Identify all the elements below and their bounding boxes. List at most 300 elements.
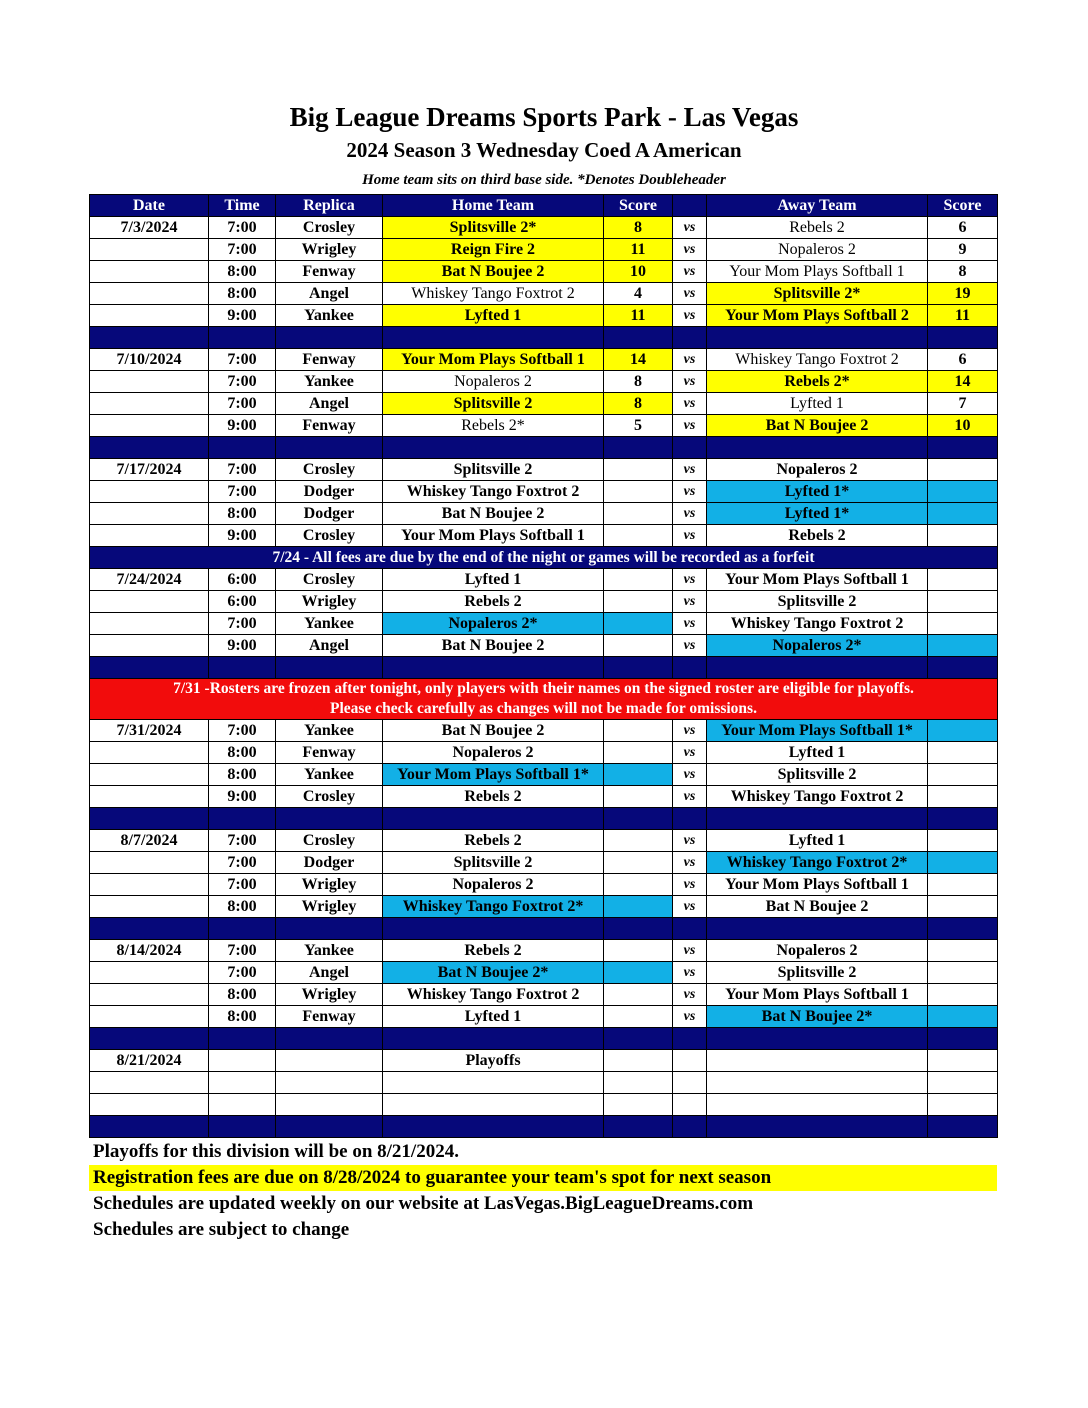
home-score — [604, 830, 673, 852]
vs-label: vs — [673, 591, 707, 613]
game-time: 9:00 — [209, 525, 276, 547]
game-date — [90, 503, 209, 525]
separator-cell — [90, 327, 209, 349]
game-time: 8:00 — [209, 503, 276, 525]
separator-row — [90, 437, 998, 459]
home-team: Whiskey Tango Foxtrot 2 — [383, 984, 604, 1006]
separator-cell — [90, 1028, 209, 1050]
away-score — [928, 764, 998, 786]
away-team: Bat N Boujee 2 — [707, 896, 928, 918]
away-team: Nopaleros 2 — [707, 459, 928, 481]
away-score — [928, 896, 998, 918]
separator-cell — [276, 437, 383, 459]
game-date — [90, 393, 209, 415]
home-score — [604, 852, 673, 874]
game-row — [90, 349, 998, 371]
away-score — [928, 742, 998, 764]
game-time: 7:00 — [209, 720, 276, 742]
away-score — [928, 525, 998, 547]
fees-notice: 7/24 - All fees are due by the end of the night or games will be recorded as a forfeit — [90, 547, 998, 569]
game-time: 7:00 — [209, 459, 276, 481]
game-row — [90, 305, 998, 327]
game-replica-field: Angel — [276, 393, 383, 415]
away-team: Your Mom Plays Softball 1* — [707, 720, 928, 742]
separator-cell — [383, 1028, 604, 1050]
separator-cell — [383, 657, 604, 679]
separator-row — [90, 1116, 998, 1138]
separator-cell — [928, 437, 998, 459]
game-row — [90, 217, 998, 239]
away-team: Lyfted 1 — [707, 830, 928, 852]
separator-cell — [276, 327, 383, 349]
separator-row — [90, 657, 998, 679]
home-score — [604, 896, 673, 918]
game-replica-field: Yankee — [276, 720, 383, 742]
game-time: 7:00 — [209, 852, 276, 874]
game-date — [90, 1006, 209, 1028]
home-score: 14 — [604, 349, 673, 371]
home-score: 5 — [604, 415, 673, 437]
game-time: 9:00 — [209, 415, 276, 437]
separator-cell — [383, 1116, 604, 1138]
vs-label: vs — [673, 786, 707, 808]
game-time: 7:00 — [209, 371, 276, 393]
separator-cell — [383, 437, 604, 459]
away-score: 6 — [928, 217, 998, 239]
game-time: 7:00 — [209, 393, 276, 415]
away-team: Bat N Boujee 2* — [707, 1006, 928, 1028]
vs-label: vs — [673, 984, 707, 1006]
home-team: Nopaleros 2* — [383, 613, 604, 635]
separator-cell — [604, 327, 673, 349]
vs-label: vs — [673, 830, 707, 852]
vs-label: vs — [673, 525, 707, 547]
separator-cell — [673, 437, 707, 459]
empty-cell — [707, 1072, 928, 1094]
game-time: 8:00 — [209, 1006, 276, 1028]
empty-row — [90, 1072, 998, 1094]
game-row — [90, 830, 998, 852]
home-team: Your Mom Plays Softball 1* — [383, 764, 604, 786]
away-score — [928, 786, 998, 808]
vs-label: vs — [673, 503, 707, 525]
away-team: Your Mom Plays Softball 1 — [707, 984, 928, 1006]
away-score — [928, 503, 998, 525]
away-score: 19 — [928, 283, 998, 305]
vs-label: vs — [673, 239, 707, 261]
separator-cell — [209, 657, 276, 679]
home-team: Rebels 2 — [383, 786, 604, 808]
game-row — [90, 874, 998, 896]
away-score: 14 — [928, 371, 998, 393]
game-date: 7/31/2024 — [90, 720, 209, 742]
game-date — [90, 962, 209, 984]
separator-cell — [209, 437, 276, 459]
away-score: 6 — [928, 349, 998, 371]
home-score: 10 — [604, 261, 673, 283]
game-time: 8:00 — [209, 896, 276, 918]
away-score: 8 — [928, 261, 998, 283]
home-team: Bat N Boujee 2 — [383, 720, 604, 742]
separator-cell — [673, 918, 707, 940]
game-replica-field: Dodger — [276, 481, 383, 503]
home-score — [604, 591, 673, 613]
game-date — [90, 852, 209, 874]
away-score: 10 — [928, 415, 998, 437]
home-score — [604, 962, 673, 984]
away-team: Rebels 2* — [707, 371, 928, 393]
game-row — [90, 415, 998, 437]
home-team: Whiskey Tango Foxtrot 2 — [383, 481, 604, 503]
home-team: Nopaleros 2 — [383, 371, 604, 393]
game-replica-field: Crosley — [276, 786, 383, 808]
home-team: Rebels 2 — [383, 940, 604, 962]
game-row — [90, 261, 998, 283]
home-team: Splitsville 2 — [383, 459, 604, 481]
vs-label: vs — [673, 940, 707, 962]
home-team: Your Mom Plays Softball 1 — [383, 349, 604, 371]
game-date — [90, 786, 209, 808]
schedule-table — [89, 194, 998, 1138]
home-team: Bat N Boujee 2* — [383, 962, 604, 984]
separator-cell — [707, 327, 928, 349]
separator-cell — [209, 918, 276, 940]
game-row — [90, 1050, 998, 1072]
home-score — [604, 635, 673, 657]
game-date — [90, 415, 209, 437]
game-replica-field: Wrigley — [276, 896, 383, 918]
game-date: 7/3/2024 — [90, 217, 209, 239]
away-score — [928, 874, 998, 896]
game-date: 7/24/2024 — [90, 569, 209, 591]
home-team: Your Mom Plays Softball 1 — [383, 525, 604, 547]
separator-cell — [383, 808, 604, 830]
home-score: 8 — [604, 371, 673, 393]
game-replica-field: Angel — [276, 635, 383, 657]
separator-cell — [707, 1116, 928, 1138]
away-team: Whiskey Tango Foxtrot 2 — [707, 349, 928, 371]
separator-cell — [209, 1028, 276, 1050]
game-replica-field: Wrigley — [276, 591, 383, 613]
separator-cell — [604, 657, 673, 679]
game-date — [90, 305, 209, 327]
home-score — [604, 459, 673, 481]
game-time: 8:00 — [209, 742, 276, 764]
empty-cell — [276, 1094, 383, 1116]
header-home-team: Home Team — [383, 195, 604, 217]
game-time: 7:00 — [209, 613, 276, 635]
away-team: Splitsville 2 — [707, 764, 928, 786]
game-row — [90, 720, 998, 742]
separator-cell — [383, 327, 604, 349]
game-time: 9:00 — [209, 635, 276, 657]
away-team: Rebels 2 — [707, 217, 928, 239]
home-score — [604, 503, 673, 525]
away-team: Splitsville 2 — [707, 962, 928, 984]
game-row — [90, 481, 998, 503]
vs-label: vs — [673, 261, 707, 283]
separator-cell — [604, 1028, 673, 1050]
away-score — [928, 635, 998, 657]
separator-cell — [928, 1028, 998, 1050]
away-score: 9 — [928, 239, 998, 261]
vs-label: vs — [673, 613, 707, 635]
away-team: Lyfted 1 — [707, 742, 928, 764]
game-row — [90, 503, 998, 525]
home-team: Lyfted 1 — [383, 569, 604, 591]
separator-cell — [673, 657, 707, 679]
vs-label: vs — [673, 764, 707, 786]
game-time: 7:00 — [209, 830, 276, 852]
away-score — [928, 984, 998, 1006]
game-time: 7:00 — [209, 481, 276, 503]
empty-cell — [90, 1072, 209, 1094]
fees-notice-row — [90, 547, 998, 569]
home-score — [604, 1006, 673, 1028]
away-score: 7 — [928, 393, 998, 415]
home-score — [604, 569, 673, 591]
game-row — [90, 896, 998, 918]
separator-cell — [90, 1116, 209, 1138]
page-title: Big League Dreams Sports Park - Las Vegas — [289, 102, 799, 132]
game-time: 7:00 — [209, 962, 276, 984]
game-time: 7:00 — [209, 349, 276, 371]
home-team: Bat N Boujee 2 — [383, 635, 604, 657]
vs-label: vs — [673, 569, 707, 591]
empty-cell — [209, 1094, 276, 1116]
game-time: 7:00 — [209, 874, 276, 896]
game-row — [90, 525, 998, 547]
game-row — [90, 239, 998, 261]
game-row — [90, 371, 998, 393]
game-row — [90, 742, 998, 764]
empty-cell — [673, 1094, 707, 1116]
vs-label: vs — [673, 217, 707, 239]
away-score — [928, 591, 998, 613]
game-row — [90, 283, 998, 305]
separator-cell — [90, 437, 209, 459]
header-time: Time — [209, 195, 276, 217]
game-row — [90, 613, 998, 635]
game-row — [90, 786, 998, 808]
separator-cell — [383, 918, 604, 940]
separator-cell — [707, 657, 928, 679]
separator-cell — [276, 808, 383, 830]
game-replica-field: Dodger — [276, 852, 383, 874]
empty-cell — [276, 1072, 383, 1094]
away-team: Bat N Boujee 2 — [707, 415, 928, 437]
separator-cell — [604, 437, 673, 459]
game-replica-field: Crosley — [276, 217, 383, 239]
empty-cell — [209, 1072, 276, 1094]
home-team: Bat N Boujee 2 — [383, 503, 604, 525]
footer-notes — [89, 1139, 997, 1243]
home-score — [604, 720, 673, 742]
home-score: 8 — [604, 217, 673, 239]
vs-label: vs — [673, 896, 707, 918]
home-team: Playoffs — [383, 1050, 604, 1072]
home-score — [604, 481, 673, 503]
vs-label: vs — [673, 720, 707, 742]
home-score — [604, 984, 673, 1006]
separator-cell — [90, 918, 209, 940]
game-date — [90, 591, 209, 613]
game-replica-field: Angel — [276, 962, 383, 984]
home-score — [604, 940, 673, 962]
home-team: Lyfted 1 — [383, 1006, 604, 1028]
away-score — [928, 830, 998, 852]
home-team: Splitsville 2* — [383, 217, 604, 239]
separator-cell — [276, 657, 383, 679]
game-replica-field: Yankee — [276, 371, 383, 393]
game-replica-field: Fenway — [276, 349, 383, 371]
game-date: 7/10/2024 — [90, 349, 209, 371]
separator-cell — [928, 327, 998, 349]
separator-row — [90, 327, 998, 349]
separator-cell — [209, 808, 276, 830]
header-away-score: Score — [928, 195, 998, 217]
vs-label: vs — [673, 1006, 707, 1028]
game-replica-field: Wrigley — [276, 874, 383, 896]
away-team: Your Mom Plays Softball 1 — [707, 569, 928, 591]
game-replica-field: Yankee — [276, 305, 383, 327]
away-score — [928, 459, 998, 481]
game-replica-field: Angel — [276, 283, 383, 305]
game-row — [90, 1006, 998, 1028]
separator-cell — [707, 808, 928, 830]
game-row — [90, 962, 998, 984]
game-row — [90, 569, 998, 591]
game-replica-field: Crosley — [276, 569, 383, 591]
away-score — [928, 720, 998, 742]
game-time: 7:00 — [209, 239, 276, 261]
empty-cell — [928, 1072, 998, 1094]
home-score: 11 — [604, 239, 673, 261]
game-replica-field: Crosley — [276, 525, 383, 547]
vs-label: vs — [673, 852, 707, 874]
vs-label: vs — [673, 481, 707, 503]
away-team: Nopaleros 2 — [707, 239, 928, 261]
separator-cell — [928, 1116, 998, 1138]
game-date — [90, 613, 209, 635]
footer-line-playoffs: Playoffs for this division will be on 8/21/2024. — [93, 1141, 459, 1162]
game-date — [90, 283, 209, 305]
game-replica-field: Fenway — [276, 261, 383, 283]
home-score — [604, 525, 673, 547]
game-date — [90, 896, 209, 918]
game-date — [90, 742, 209, 764]
separator-cell — [673, 808, 707, 830]
vs-label: vs — [673, 742, 707, 764]
home-team: Rebels 2* — [383, 415, 604, 437]
away-team: Lyfted 1* — [707, 503, 928, 525]
away-score — [928, 1006, 998, 1028]
away-team: Whiskey Tango Foxtrot 2 — [707, 613, 928, 635]
away-score — [928, 481, 998, 503]
vs-label: vs — [673, 349, 707, 371]
vs-label: vs — [673, 635, 707, 657]
home-team: Rebels 2 — [383, 830, 604, 852]
separator-cell — [276, 1116, 383, 1138]
game-row — [90, 393, 998, 415]
home-team: Whiskey Tango Foxtrot 2* — [383, 896, 604, 918]
empty-row — [90, 1094, 998, 1116]
game-replica-field: Crosley — [276, 459, 383, 481]
home-score: 4 — [604, 283, 673, 305]
game-time: 9:00 — [209, 305, 276, 327]
game-replica-field: Fenway — [276, 1006, 383, 1028]
vs-label: vs — [673, 459, 707, 481]
away-team: Lyfted 1* — [707, 481, 928, 503]
separator-cell — [673, 1116, 707, 1138]
game-row — [90, 852, 998, 874]
away-team: Nopaleros 2* — [707, 635, 928, 657]
header-vs — [673, 195, 707, 217]
away-score — [928, 1050, 998, 1072]
vs-label — [673, 1050, 707, 1072]
vs-label: vs — [673, 305, 707, 327]
game-time: 8:00 — [209, 261, 276, 283]
home-score — [604, 786, 673, 808]
away-team — [707, 1050, 928, 1072]
separator-row — [90, 918, 998, 940]
away-team: Your Mom Plays Softball 1 — [707, 261, 928, 283]
game-row — [90, 459, 998, 481]
game-date: 8/7/2024 — [90, 830, 209, 852]
separator-cell — [604, 1116, 673, 1138]
separator-row — [90, 808, 998, 830]
game-date — [90, 874, 209, 896]
page-subtitle: 2024 Season 3 Wednesday Coed A American — [346, 138, 742, 162]
game-date — [90, 984, 209, 1006]
game-replica-field: Yankee — [276, 613, 383, 635]
separator-cell — [673, 327, 707, 349]
separator-cell — [928, 918, 998, 940]
game-row — [90, 635, 998, 657]
game-time: 8:00 — [209, 283, 276, 305]
roster-alert-row — [90, 679, 998, 720]
game-replica-field: Wrigley — [276, 984, 383, 1006]
separator-cell — [604, 918, 673, 940]
game-time: 7:00 — [209, 217, 276, 239]
home-score: 11 — [604, 305, 673, 327]
roster-alert-line-2: Please check carefully as changes will not be made for omissions. — [330, 700, 757, 717]
away-team: Lyfted 1 — [707, 393, 928, 415]
away-team: Whiskey Tango Foxtrot 2 — [707, 786, 928, 808]
vs-label: vs — [673, 874, 707, 896]
separator-cell — [673, 1028, 707, 1050]
separator-cell — [276, 1028, 383, 1050]
roster-alert — [90, 679, 998, 720]
game-time: 6:00 — [209, 591, 276, 613]
game-date — [90, 239, 209, 261]
empty-cell — [928, 1094, 998, 1116]
separator-row — [90, 1028, 998, 1050]
empty-cell — [383, 1072, 604, 1094]
game-date — [90, 764, 209, 786]
empty-cell — [383, 1094, 604, 1116]
home-score — [604, 613, 673, 635]
header-row — [90, 195, 998, 217]
game-replica-field — [276, 1050, 383, 1072]
separator-cell — [604, 808, 673, 830]
separator-cell — [90, 657, 209, 679]
away-score — [928, 569, 998, 591]
empty-cell — [673, 1072, 707, 1094]
game-date — [90, 371, 209, 393]
home-team: Lyfted 1 — [383, 305, 604, 327]
home-score: 8 — [604, 393, 673, 415]
